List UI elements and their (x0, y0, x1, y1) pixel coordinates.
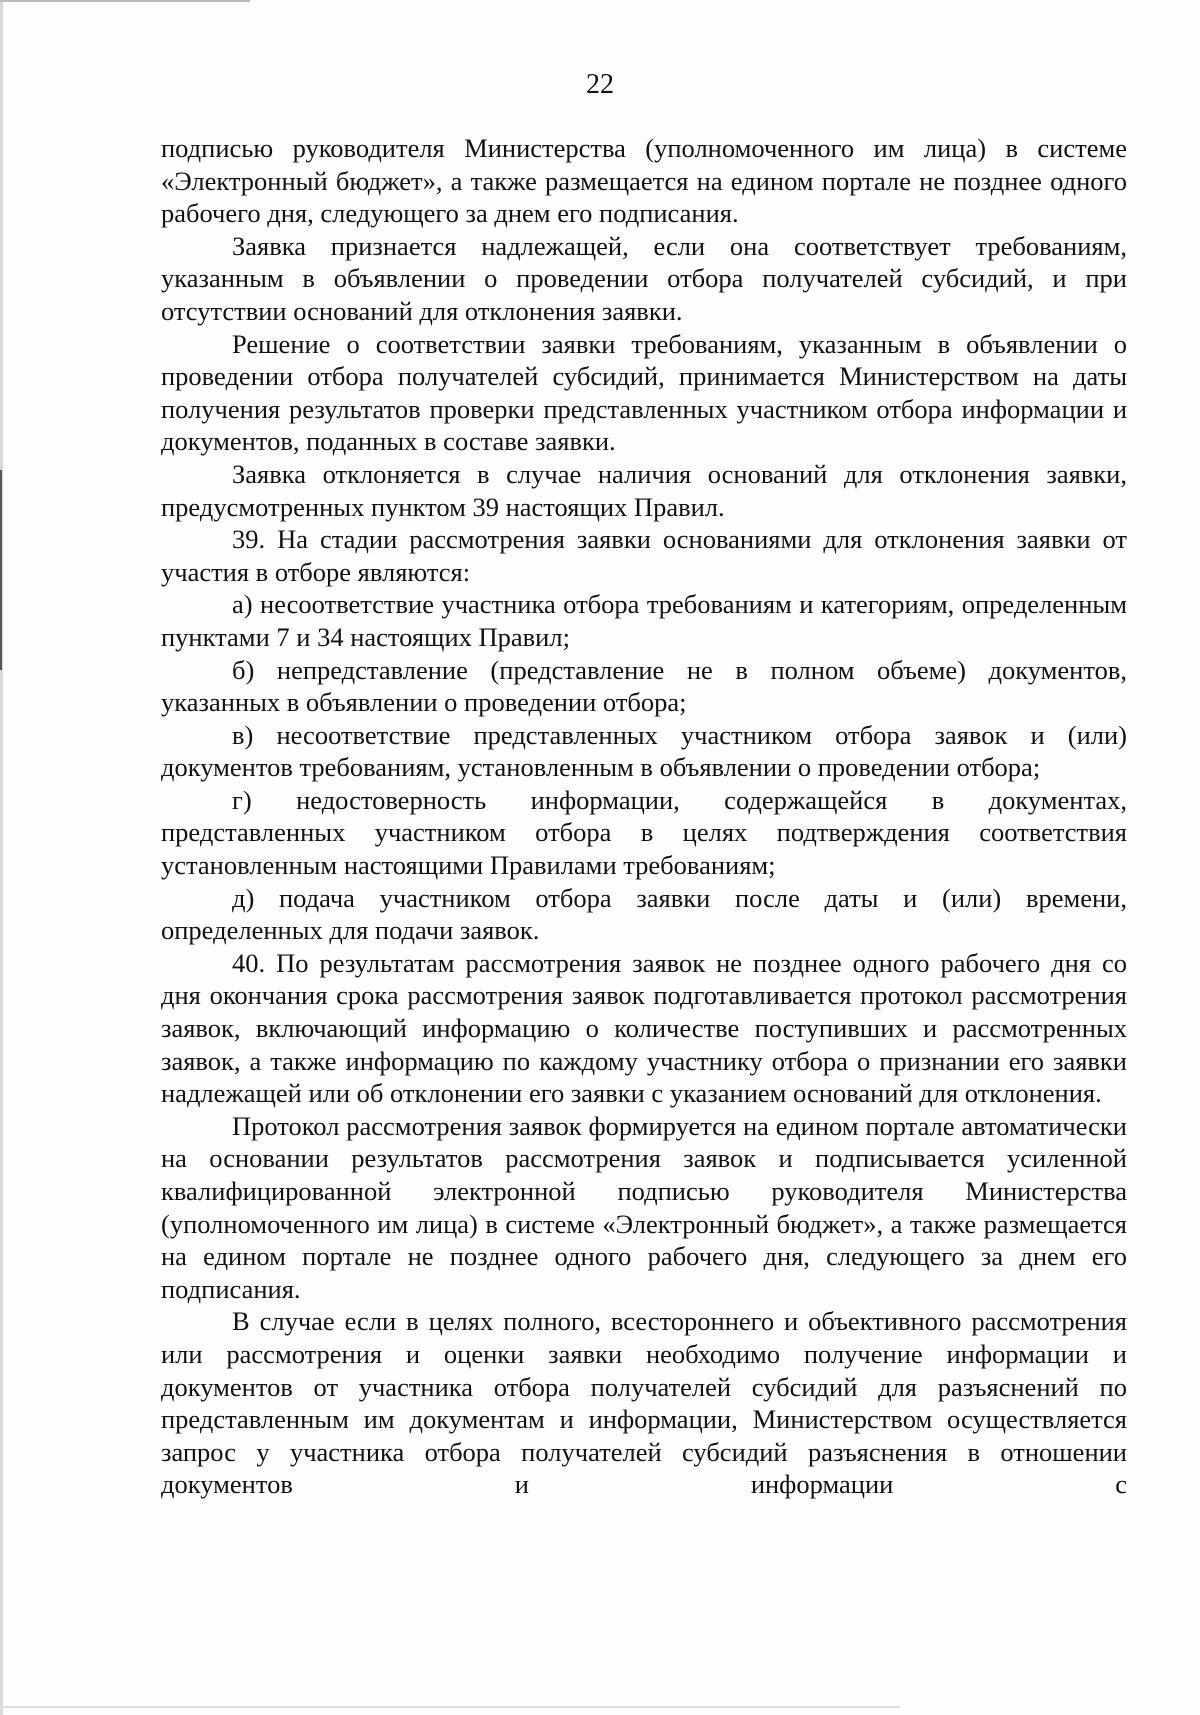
page-number: 22 (586, 69, 614, 100)
list-item-a: а) несоответствие участника отбора требованиям и категориям, определенным пунктами 7 и 34 настоящих Правил; (161, 589, 1127, 652)
paragraph-application-valid: Заявка признается надлежащей, если она соответствует требованиям, указанным в объявлении о проведении отбора получателей субсидий, и при отсутствии оснований для отклонения заявки. (161, 230, 1127, 326)
list-item-b: б) непредставление (представление не в полном объеме) документов, указанных в объявлении о проведении отбора; (161, 654, 1127, 718)
paragraph-decision-compliance: Решение о соответствии заявки требованиям, указанным в объявлении о проведении отбора получателей субсидий, принимается Министерством на даты получения результатов проверки представленных участником отбора информации и документов, поданных в составе заявки. (161, 328, 1127, 457)
paragraph-application-rejected: Заявка отклоняется в случае наличия оснований для отклонения заявки, предусмотренных пунктом 39 настоящих Правил. (161, 458, 1127, 522)
paragraph-clause-40: 40. По результатам рассмотрения заявок не позднее одного рабочего дня со дня окончания срока рассмотрения заявок подготавливается протокол рассмотрения заявок, включающий информацию о количестве поступивших и рассмотренных заявок, а также информацию по каждому участнику отбора о признании его заявки надлежащей или об отклонении его заявки с указанием оснований для отклонения. (161, 947, 1127, 1109)
paragraph-protocol: Протокол рассмотрения заявок формируется на едином портале автоматически на основании результатов рассмотрения заявок и подписывается усиленной квалифицированной электронной подписью руководителя Министерства (уполномоченного им лица) в системе «Электронный бюджет», а также размещается на едином портале не позднее одного рабочего дня, следующего за днем его подписания. (161, 1110, 1127, 1304)
list-item-v: в) несоответствие представленных участником отбора заявок и (или) документов требованиям, установленным в объявлении о проведении отбора; (161, 719, 1127, 783)
scan-top-line (0, 0, 250, 2)
scan-bottom-line (0, 1706, 900, 1708)
paragraph-continuation: подписью руководителя Министерства (уполномоченного им лица) в системе «Электронный бюджет», а также размещается на едином портале не позднее одного рабочего дня, следующего за днем его подписания. (161, 133, 1127, 229)
list-item-g: г) недостоверность информации, содержащейся в документах, представленных участником отбора в целях подтверждения соответствия установленным настоящими Правилами требованиям; (161, 784, 1127, 881)
paragraph-clause-39: 39. На стадии рассмотрения заявки основаниями для отклонения заявки от участия в отборе являются: (161, 524, 1127, 587)
list-item-d: д) подача участником отбора заявки после даты и (или) времени, определенных для подачи заявок. (161, 882, 1127, 946)
document-body (161, 132, 1127, 1501)
paragraph-clarification-request: В случае если в целях полного, всестороннего и объективного рассмотрения или рассмотрения и оценки заявки необходимо получение информации и документов от участника отбора получателей субсидий для разъяснений по представленным им документам и информации, Министерством осуществляется запрос у участника отбора получателей субсидий разъяснения в отношении документов и информации с (161, 1306, 1127, 1500)
scan-edge-mark (0, 470, 2, 670)
scan-edge (0, 0, 3, 1715)
